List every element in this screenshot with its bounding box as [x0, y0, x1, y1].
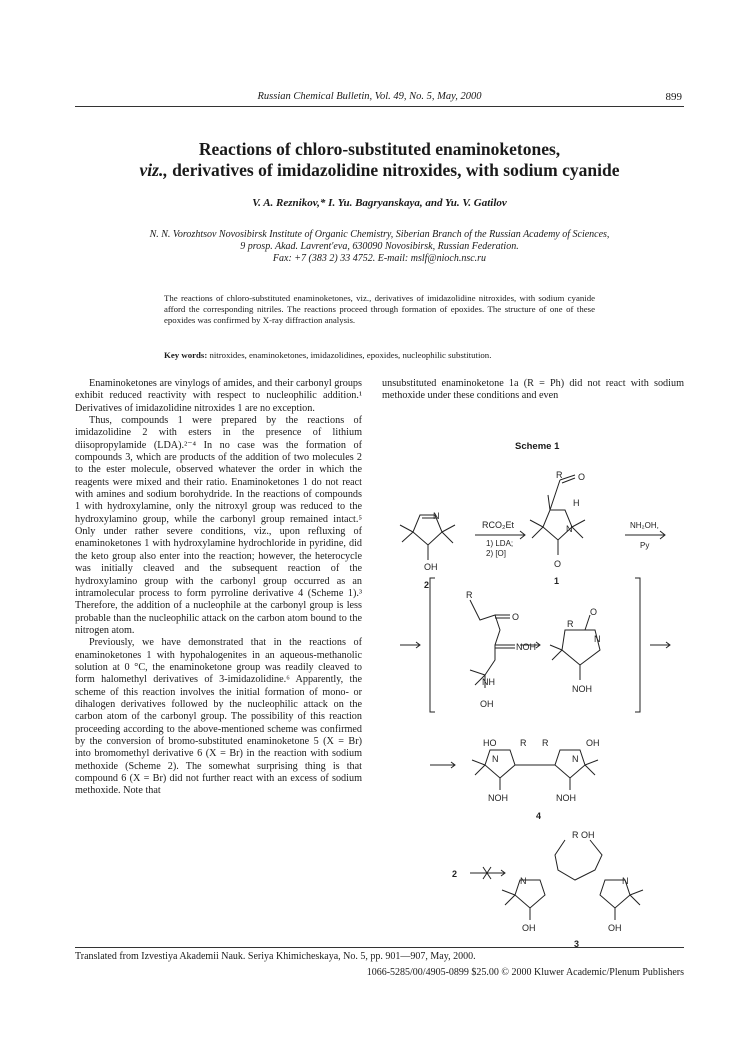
affiliation-line-3: Fax: +7 (383 2) 33 4752. E-mail: mslf@nioch.nsc.ru [272, 253, 487, 264]
scheme-r-4a: R [520, 738, 527, 748]
keywords [164, 350, 595, 360]
scheme-reagent-2a: NH₂OH, [630, 521, 659, 530]
scheme-reagent-1c: 2) [O] [486, 549, 507, 558]
scheme-n-1: N [566, 524, 573, 534]
paragraph-1: Enaminoketones are vinylogs of amides, and their carbonyl groups exhibit reduced reactivity with respect to nucleophilic addition.¹ Derivatives of imidazolidine nitroxides 1 are no exception. [75, 378, 362, 414]
scheme-ho-4: HO [483, 738, 497, 748]
scheme-r-1: R [556, 470, 563, 480]
authors: V. A. Reznikov,* I. Yu. Bagryanskaya, and Yu. V. Gatilov [252, 197, 507, 209]
scheme-1-figure [380, 470, 685, 950]
scheme-2-reactant: 2 [452, 869, 458, 879]
abstract: The reactions of chloro-substituted enaminoketones, viz., derivatives of imidazolidine nitroxides, with sodium cyanide afford the corresponding nitriles. The reactions proceed through formation of epoxides. The structure of one of these epoxides was confirmed by X-ray diffraction analysis. [164, 293, 595, 325]
title-line-2-rest: derivatives of imidazolidine nitroxides, with sodium cyanide [167, 160, 620, 180]
scheme-oh-3b: OH [608, 923, 622, 933]
affiliation-line-1: N. N. Vorozhtsov Novosibirsk Institute of Organic Chemistry, Siberian Branch of the Russian Academy of Sciences, [149, 229, 610, 240]
scheme-n-3a: N [520, 876, 527, 886]
scheme-n-2: N [433, 511, 440, 521]
scheme-noh-open: NOH [516, 642, 536, 652]
scheme-n-4b: N [572, 754, 579, 764]
scheme-reagent-1b: 1) LDA; [486, 539, 514, 548]
translated-note: Translated from Izvestiya Akademii Nauk. Seriya Khimicheskaya, No. 5, pp. 901—907, May, 2000. [75, 951, 476, 962]
scheme-oh-2: OH [424, 562, 438, 572]
scheme-r-pyr: R [567, 619, 574, 629]
scheme-oh-4: OH [586, 738, 600, 748]
scheme-oh-open: OH [480, 699, 494, 709]
scheme-labels [424, 470, 659, 949]
running-head: Russian Chemical Bulletin, Vol. 49, No. 5, May, 2000 [257, 91, 482, 102]
scheme-r-oh-3: R OH [572, 830, 595, 840]
affiliation-line-2: 9 prosp. Akad. Lavrent'eva, 630090 Novosibirsk, Russian Federation. [240, 241, 519, 252]
scheme-n-4a: N [492, 754, 499, 764]
scheme-reagent-2b: Py [640, 541, 650, 550]
scheme-noh-4a: NOH [488, 793, 508, 803]
copyright-line: 1066-5285/00/4905-0899 $25.00 © 2000 Kluwer Academic/Plenum Publishers [366, 967, 684, 978]
scheme-h-1: H [573, 498, 580, 508]
article-title [75, 139, 684, 181]
keywords-list: nitroxides, enaminoketones, imidazolidines, epoxides, nucleophilic substitution. [207, 350, 492, 360]
scheme-structures [400, 475, 670, 920]
keywords-label: Key words: [164, 350, 208, 360]
scheme-o-pyr: O [590, 607, 598, 617]
scheme-noh-pyr: NOH [572, 684, 592, 694]
compound-4-label: 4 [536, 811, 542, 821]
scheme-noh-4b: NOH [556, 793, 576, 803]
scheme-reagent-1a: RCO₂Et [482, 520, 514, 530]
compound-1-label: 1 [554, 576, 560, 586]
affiliation [75, 229, 684, 265]
scheme-n-pyr: N [594, 634, 601, 644]
header-rule [75, 106, 684, 107]
page-number: 899 [665, 91, 682, 103]
scheme-label: Scheme 1 [515, 441, 560, 452]
compound-2-label: 2 [424, 580, 430, 590]
title-line-1: Reactions of chloro-substituted enaminoketones, [198, 139, 561, 159]
scheme-o-1: O [578, 472, 586, 482]
paragraph-2: Thus, compounds 1 were prepared by the reactions of imidazolidine 2 with esters in the presence of lithium diisopropylamide (LDA).²⁻⁴ In no case was the formation of compounds 3, which are products of the addition of two molecules 2 to the ester molecule, observed whatever the order in which the reagents were mixed and their ratio. Enaminoketones 1 do not react with amines and sodium borohydride. In the reactions of compounds 1 with hydroxylamine, only the nitroxyl group was reduced to the hydroxylamino group, while the carbonyl group remained intact.⁵ Only under rather severe conditions, viz., upon refluxing of enaminoketones 1 with hydroxylamine hydrochloride in pyridine, did the keto group also enter into the reaction; however, the heterocycle was initially cleaved and the subsequent reaction of the hydroxylamino group with the carbonyl group occurred as an intramolecular process to form pyrroline derivative 4 (Scheme 1).³ Therefore, the addition of a nucleophile at the carbonyl group is less probable than the nucleophilic attack on the carbon atom bound to the nitrogen atom. [75, 415, 362, 636]
scheme-n-3b: N [622, 876, 629, 886]
body-left-column [75, 378, 362, 798]
scheme-r-4b: R [542, 738, 549, 748]
title-viz: viz., [139, 160, 168, 180]
scheme-odot-1: O [554, 559, 562, 569]
footer-rule [75, 947, 684, 948]
compound-3-label: 3 [574, 939, 580, 949]
scheme-o-open: O [512, 612, 520, 622]
body-right-column [382, 378, 684, 403]
scheme-oh-3a: OH [522, 923, 536, 933]
paragraph-right-1: unsubstituted enaminoketone 1a (R = Ph) did not react with sodium methoxide under these conditions and even [382, 378, 684, 402]
paragraph-3: Previously, we have demonstrated that in the reactions of enaminoketones 1 with hypohalogenites in an aqueous-methanolic solution at 0 °C, the enaminoketone group was readily cleaved to form halomethyl derivatives of 3-imidazolidine.⁶ Apparently, the scheme of this reaction involves the initial formation of mono- or dihalogen derivatives followed by the nucleophilic attack on the carbon atom of the carbonyl group. The possibility of this reaction proceeding according to the above-mentioned scheme was confirmed by the conversion of bromo-substituted enaminoketone 5 (X = Br) into bromomethyl derivative 6 (X = Br) in the reaction with sodium methoxide (Scheme 2). The somewhat surprising thing is that compound 6 (X = Br) did not further react with an excess of sodium methoxide. Note that [75, 637, 362, 797]
scheme-r-open: R [466, 590, 473, 600]
title-line-2 [75, 160, 684, 181]
scheme-nh-open: NH [482, 677, 495, 687]
